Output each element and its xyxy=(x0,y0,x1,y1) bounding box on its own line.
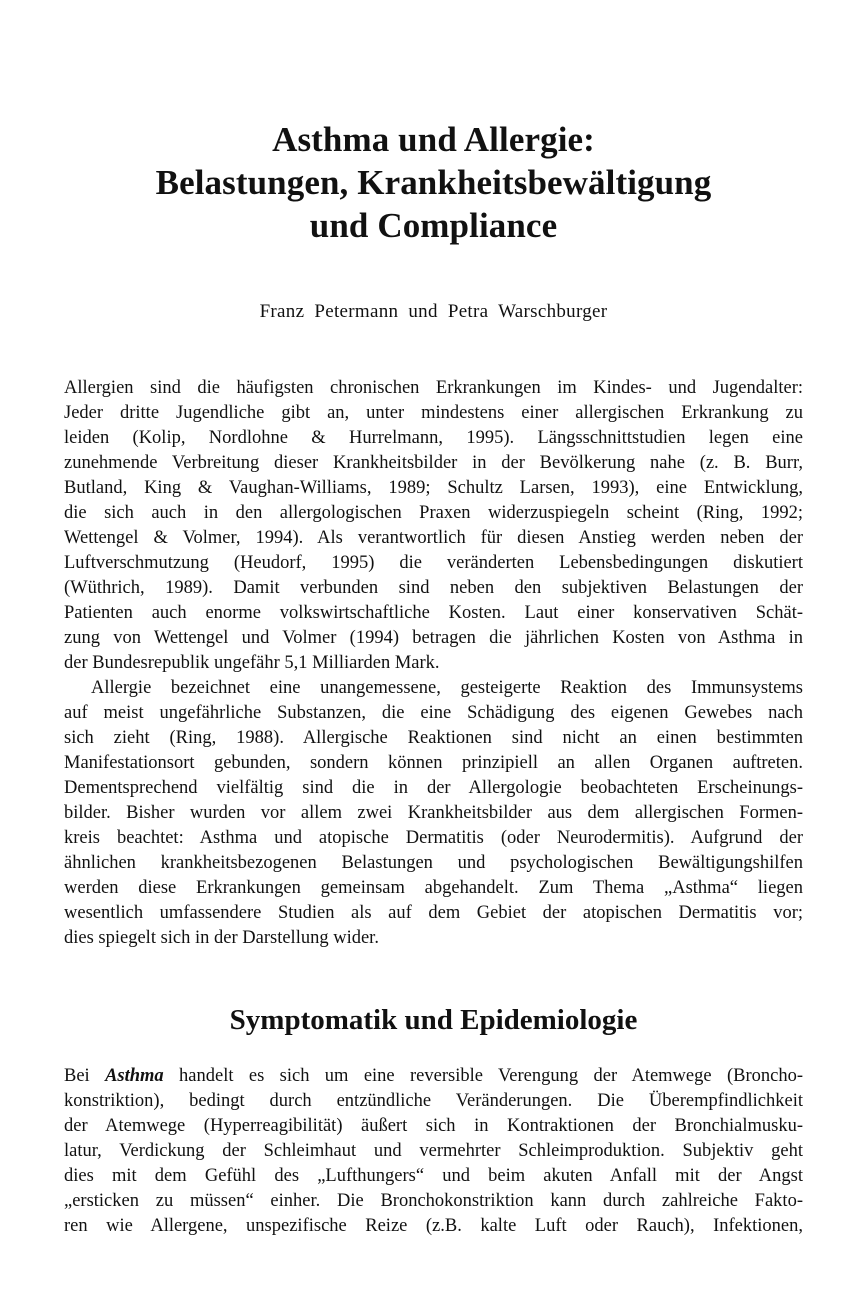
text-line: Manifestationsort gebunden, sondern können prinzipiell an allen Organen auftreten. xyxy=(64,753,803,773)
intro-text xyxy=(64,376,803,951)
text-line: latur, Verdickung der Schleimhaut und vermehrter Schleimproduktion. Subjektiv geht xyxy=(64,1141,803,1161)
paper-title xyxy=(0,118,867,247)
text-line: sich zieht (Ring, 1988). Allergische Reaktionen sind nicht an einen bestimmten xyxy=(64,728,803,748)
section-text xyxy=(64,1064,803,1239)
text-line: kreis beachtet: Asthma und atopische Dermatitis (oder Neurodermitis). Aufgrund der xyxy=(64,828,803,848)
text-line: Butland, King & Vaughan-Williams, 1989; Schultz Larsen, 1993), eine Entwicklung, xyxy=(64,478,803,498)
text-fragment: Bei xyxy=(64,1066,106,1086)
text-line: ähnlichen krankheitsbezogenen Belastungen und psychologischen Bewältigungshilfen xyxy=(64,853,803,873)
text-line xyxy=(64,1064,803,1089)
text-line: bilder. Bisher wurden vor allem zwei Krankheitsbilder aus dem allergischen Formen- xyxy=(64,803,803,823)
title-line-2: Belastungen, Krankheitsbewältigung xyxy=(155,163,712,202)
text-line: Wettengel & Volmer, 1994). Als verantwortlich für diesen Anstieg werden neben der xyxy=(64,528,803,548)
text-line: Jeder dritte Jugendliche gibt an, unter mindestens einer allergischen Erkrankung zu xyxy=(64,403,803,423)
text-line: Dementsprechend vielfältig sind die in der Allergologie beobachteten Erscheinungs- xyxy=(64,778,803,798)
text-line: die sich auch in den allergologischen Praxen widerzuspiegeln scheint (Ring, 1992; xyxy=(64,503,803,523)
text-line: Allergie bezeichnet eine unangemessene, gesteigerte Reaktion des Immunsystems xyxy=(91,678,803,698)
text-line: werden diese Erkrankungen gemeinsam abgehandelt. Zum Thema „Asthma“ liegen xyxy=(64,878,803,898)
text-line: (Wüthrich, 1989). Damit verbunden sind neben den subjektiven Belastungen der xyxy=(64,578,803,598)
text-line: „ersticken zu müssen“ einher. Die Bronchokonstriktion kann durch zahlreiche Fakto- xyxy=(64,1191,803,1211)
emphasized-term: Asthma xyxy=(105,1066,164,1086)
section-heading: Symptomatik und Epidemiologie xyxy=(229,1004,638,1036)
text-line: Allergien sind die häufigsten chronischen Erkrankungen im Kindes- und Jugendalter: xyxy=(64,378,803,398)
text-line: konstriktion), bedingt durch entzündliche Veränderungen. Die Überempfindlichkeit xyxy=(64,1091,803,1111)
text-line: zunehmende Verbreitung dieser Krankheitsbilder in der Bevölkerung nahe (z. B. Burr, xyxy=(64,453,803,473)
author-list: Franz Petermann und Petra Warschburger xyxy=(259,301,608,322)
text-line: dies spiegelt sich in der Darstellung wider. xyxy=(64,928,379,948)
text-line: Patienten auch enorme volkswirtschaftliche Kosten. Laut einer konservativen Schät- xyxy=(64,603,803,623)
text-line: auf meist ungefährliche Substanzen, die eine Schädigung des eigenen Gewebes nach xyxy=(64,703,803,723)
text-line: wesentlich umfassendere Studien als auf dem Gebiet der atopischen Dermatitis vor; xyxy=(64,903,803,923)
text-line: Luftverschmutzung (Heudorf, 1995) die veränderten Lebensbedingungen diskutiert xyxy=(64,553,803,573)
title-line-3: und Compliance xyxy=(309,206,558,245)
text-line: der Bundesrepublik ungefähr 5,1 Milliarden Mark. xyxy=(64,653,440,673)
text-line: dies mit dem Gefühl des „Lufthungers“ und beim akuten Anfall mit der Angst xyxy=(64,1166,803,1186)
title-line-1: Asthma und Allergie: xyxy=(272,120,595,159)
text-line: zung von Wettengel und Volmer (1994) betragen die jährlichen Kosten von Asthma in xyxy=(64,628,803,648)
text-line: ren wie Allergene, unspezifische Reize (z.B. kalte Luft oder Rauch), Infektionen, xyxy=(64,1216,803,1236)
text-line: der Atemwege (Hyperreagibilität) äußert sich in Kontraktionen der Bronchialmusku- xyxy=(64,1116,803,1136)
text-line: leiden (Kolip, Nordlohne & Hurrelmann, 1995). Längsschnittstudien legen eine xyxy=(64,428,803,448)
text-fragment: handelt es sich um eine reversible Verengung der Atemwege (Broncho- xyxy=(163,1066,803,1086)
